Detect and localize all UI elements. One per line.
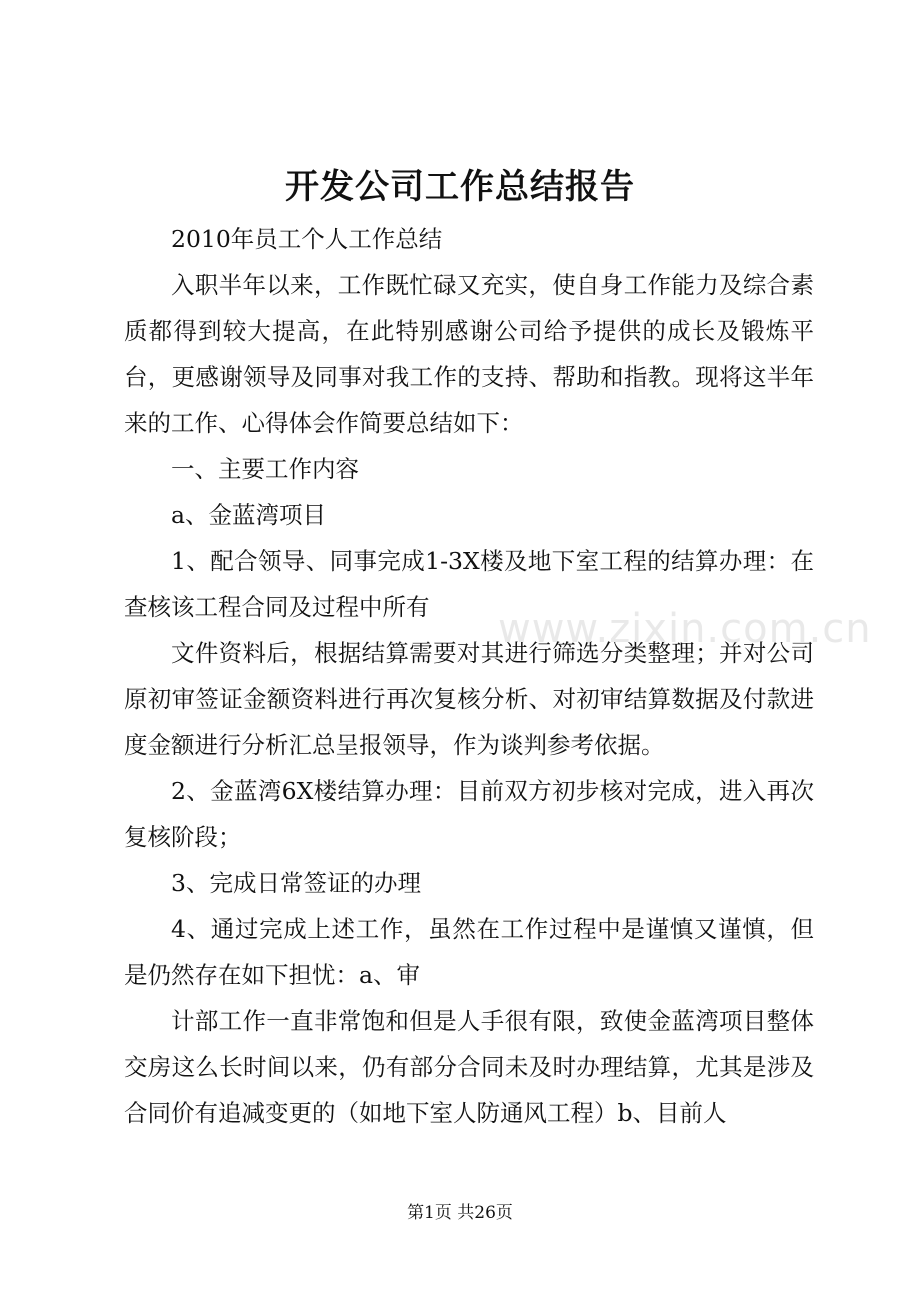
paragraph-intro: 入职半年以来，工作既忙碌又充实，使自身工作能力及综合素质都得到较大提高，在此特别感谢公司给予提供的成长及锻炼平台，更感谢领导及同事对我工作的支持、帮助和指教。现将这半年来的工作、心得体会作简要总结如下： <box>124 271 814 437</box>
paragraph-item-2: 2、金蓝湾6X楼结算办理：目前双方初步核对完成，进入再次复核阶段； <box>124 777 814 851</box>
watermark: www.zixin.com.cn <box>498 606 872 652</box>
paragraph-item-1: 1、配合领导、同事完成1-3X楼及地下室工程的结算办理：在查核该工程合同及过程中所有 <box>124 547 814 621</box>
section-heading: 一、主要工作内容 <box>171 455 359 483</box>
document-body <box>124 216 814 1136</box>
page-footer: 第1页 共26页 <box>407 1203 513 1223</box>
paragraph-item-4-continued: 计部工作一直非常饱和但是人手很有限，致使金蓝湾项目整体交房这么长时间以来，仍有部分合同未及时办理结算，尤其是涉及合同价有追减变更的（如地下室人防通风工程）b、目前人 <box>124 1007 814 1127</box>
subsection-heading: a、金蓝湾项目 <box>171 501 327 529</box>
paragraph-subtitle: 2010年员工个人工作总结 <box>171 225 443 253</box>
paragraph-item-4: 4、通过完成上述工作，虽然在工作过程中是谨慎又谨慎，但是仍然存在如下担忧：a、审 <box>124 915 814 989</box>
paragraph-item-1-continued: 文件资料后，根据结算需要对其进行筛选分类整理；并对公司原初审签证金额资料进行再次复核分析、对初审结算数据及付款进度金额进行分析汇总呈报领导，作为谈判参考依据。 <box>124 639 814 759</box>
document-title: 开发公司工作总结报告 <box>285 167 635 207</box>
paragraph-item-3: 3、完成日常签证的办理 <box>171 869 421 897</box>
